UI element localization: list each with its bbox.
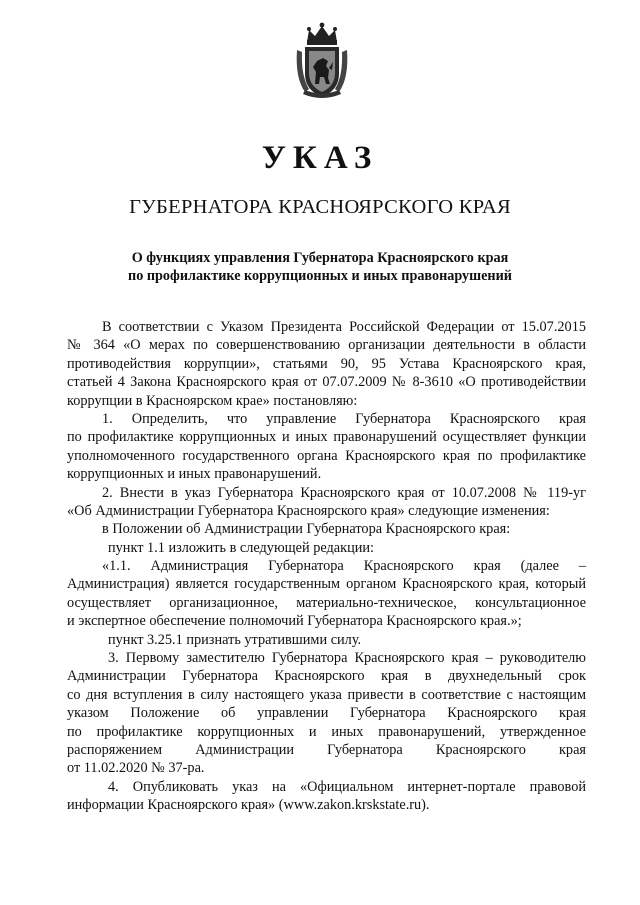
- paragraph-line: «1.1. Администрация Губернатора Красноярского края (далее –: [102, 558, 586, 575]
- paragraph-line: коррупционных и иных правонарушений.: [67, 466, 322, 483]
- paragraph-line: 4. Опубликовать указ на «Официальном интернет-портале правовой: [108, 778, 586, 795]
- paragraph-line: В соответствии с Указом Президента Российской Федерации от 15.07.2015: [102, 319, 586, 335]
- document-subtitle: ГУБЕРНАТОРА КРАСНОЯРСКОГО КРАЯ: [129, 196, 511, 218]
- document-body: [67, 318, 586, 815]
- paragraph-line: по профилактике коррупционных и иных правонарушений, утвержденное: [67, 723, 586, 740]
- paragraph-line: указом Положение об управлении Губернатора Красноярского края: [67, 705, 586, 722]
- paragraph-line: и экспертное обеспечение полномочий Губернатора Красноярского края.»;: [67, 613, 522, 630]
- paragraph-line: № 364 «О мерах по совершенствованию организации деятельности в области: [67, 337, 586, 354]
- paragraph-line: осуществляет организационное, материально-техническое, консультационное: [67, 594, 586, 611]
- paragraph-line: Администрация) является государственным органом Красноярского края, который: [67, 576, 586, 593]
- heading-line: по профилактике коррупционных и иных правонарушений: [128, 268, 512, 284]
- paragraph-line: информации Красноярского края» (www.zakon.krskstate.ru).: [67, 797, 430, 814]
- paragraph-line: 3. Первому заместителю Губернатора Красноярского края – руководителю: [108, 650, 586, 667]
- coat-of-arms-icon: [293, 20, 351, 102]
- paragraph-line: от 11.02.2020 № 37-ра.: [67, 760, 205, 777]
- paragraph-line: уполномоченного государственного органа Красноярского края по профилактике: [67, 447, 586, 464]
- paragraph-line: противодействия коррупции», статьями 90, 95 Устава Красноярского края,: [67, 355, 586, 372]
- paragraph-line: коррупции в Красноярском крае» постановляю:: [67, 392, 358, 409]
- paragraph-line: в Положении об Администрации Губернатора Красноярского края:: [102, 521, 511, 538]
- heading-line: О функциях управления Губернатора Красноярского края: [131, 250, 509, 266]
- paragraph-line: статьей 4 Закона Красноярского края от 07.07.2009 № 8-3610 «О противодействии: [67, 374, 586, 391]
- document-heading: [0, 249, 640, 285]
- paragraph-line: 1. Определить, что управление Губернатора Красноярского края: [102, 410, 586, 427]
- paragraph-line: со дня вступления в силу настоящего указа привести в соответствие с настоящим: [67, 686, 586, 703]
- paragraph-line: распоряжением Администрации Губернатора Красноярского края: [67, 741, 586, 758]
- paragraph-line: по профилактике коррупционных и иных правонарушений осуществляет функции: [67, 429, 586, 446]
- document-title: УКАЗ: [261, 140, 379, 176]
- paragraph-line: пункт 3.25.1 признать утратившими силу.: [108, 631, 362, 648]
- paragraph-line: 2. Внести в указ Губернатора Красноярского края от 10.07.2008 № 119-уг: [102, 484, 586, 501]
- paragraph-line: пункт 1.1 изложить в следующей редакции:: [108, 539, 375, 556]
- paragraph-line: Администрации Губернатора Красноярского края в двухнедельный срок: [67, 668, 586, 685]
- paragraph-line: «Об Администрации Губернатора Красноярского края» следующие изменения:: [67, 502, 550, 519]
